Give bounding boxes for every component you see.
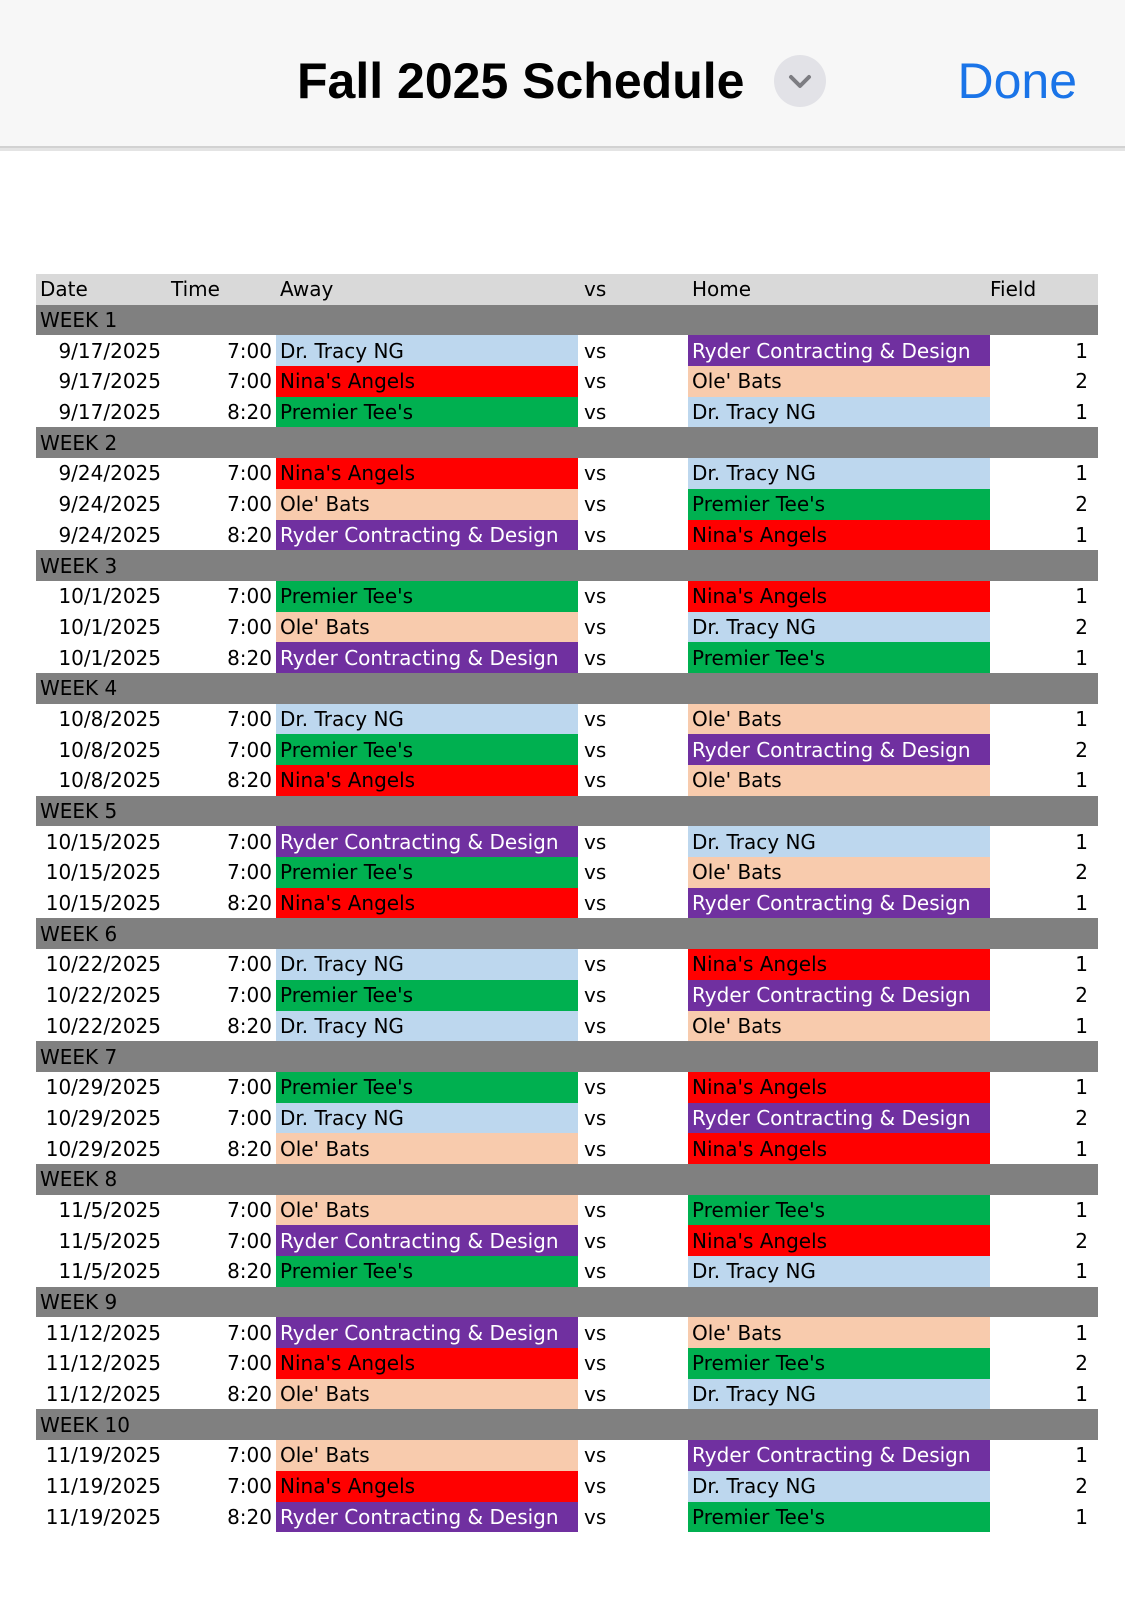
cell-vs[interactable]: vs [584,461,607,486]
cell-away-team[interactable]: Dr. Tracy NG [276,335,578,366]
cell-field[interactable]: 1 [1075,522,1088,547]
week-header-row[interactable]: WEEK 7 [36,1041,1098,1072]
cell-time[interactable]: 7:00 [227,1228,272,1253]
cell-home-team[interactable]: Nina's Angels [688,520,990,551]
cell-away-team[interactable]: Dr. Tracy NG [276,1103,578,1134]
table-row [36,1225,1098,1256]
table-row [36,826,1098,857]
cell-vs[interactable]: vs [584,1105,607,1130]
cell-home-team[interactable]: Dr. Tracy NG [688,612,990,643]
cell-field[interactable]: 2 [1075,860,1088,885]
cell-date[interactable]: 10/15/2025 [45,829,161,854]
cell-home-team[interactable]: Ryder Contracting & Design [688,980,990,1011]
week-header-row[interactable]: WEEK 1 [36,305,1098,336]
week-header-row[interactable]: WEEK 2 [36,427,1098,458]
cell-time[interactable]: 8:20 [227,400,272,425]
cell-home-team[interactable]: Premier Tee's [688,489,990,520]
table-row [36,397,1098,428]
table-row [36,1379,1098,1410]
cell-vs[interactable]: vs [584,1259,607,1284]
table-row [36,1133,1098,1164]
cell-field[interactable]: 1 [1075,645,1088,670]
cell-date[interactable]: 9/24/2025 [58,522,161,547]
cell-away-team[interactable]: Dr. Tracy NG [276,1011,578,1042]
table-row [36,1195,1098,1226]
cell-field[interactable]: 1 [1075,1320,1088,1345]
cell-home-team[interactable]: Nina's Angels [688,1133,990,1164]
cell-date[interactable]: 9/24/2025 [58,492,161,517]
cell-date[interactable]: 10/29/2025 [45,1105,161,1130]
cell-field[interactable]: 2 [1075,1105,1088,1130]
cell-time[interactable]: 8:20 [227,1382,272,1407]
week-header-row[interactable]: WEEK 5 [36,796,1098,827]
table-row [36,888,1098,919]
cell-home-team[interactable]: Nina's Angels [688,949,990,980]
cell-field[interactable]: 2 [1075,369,1088,394]
cell-away-team[interactable]: Dr. Tracy NG [276,704,578,735]
table-row [36,1502,1098,1533]
table-row [36,734,1098,765]
cell-time[interactable]: 7:00 [227,1075,272,1100]
cell-home-team[interactable]: Premier Tee's [688,1348,990,1379]
table-row [36,458,1098,489]
cell-date[interactable]: 11/19/2025 [45,1474,161,1499]
cell-home-team[interactable]: Premier Tee's [688,642,990,673]
cell-date[interactable]: 11/12/2025 [45,1382,161,1407]
cell-away-team[interactable]: Ole' Bats [276,489,578,520]
schedule-table [36,274,1098,1532]
cell-date[interactable]: 10/29/2025 [45,1075,161,1100]
week-header-row[interactable]: WEEK 8 [36,1164,1098,1195]
cell-field[interactable]: 2 [1075,737,1088,762]
table-header-row [36,274,1098,305]
cell-vs[interactable]: vs [584,492,607,517]
cell-away-team[interactable]: Ryder Contracting & Design [276,1225,578,1256]
cell-date[interactable]: 9/17/2025 [58,369,161,394]
cell-away-team[interactable]: Ole' Bats [276,1440,578,1471]
cell-field[interactable]: 2 [1075,492,1088,517]
cell-away-team[interactable]: Premier Tee's [276,581,578,612]
cell-home-team[interactable]: Ole' Bats [688,366,990,397]
cell-vs[interactable]: vs [584,1443,607,1468]
cell-time[interactable]: 7:00 [227,952,272,977]
cell-away-team[interactable]: Ryder Contracting & Design [276,642,578,673]
cell-home-team[interactable]: Dr. Tracy NG [688,1256,990,1287]
cell-home-team[interactable]: Premier Tee's [688,1502,990,1533]
cell-away-team[interactable]: Ole' Bats [276,612,578,643]
cell-vs[interactable]: vs [584,860,607,885]
cell-field[interactable]: 2 [1075,1474,1088,1499]
cell-field[interactable]: 2 [1075,1351,1088,1376]
cell-date[interactable]: 11/12/2025 [45,1351,161,1376]
cell-home-team[interactable]: Dr. Tracy NG [688,458,990,489]
cell-field[interactable]: 1 [1075,1136,1088,1161]
cell-field[interactable]: 1 [1075,1504,1088,1529]
chevron-down-icon [787,70,813,92]
cell-away-team[interactable]: Premier Tee's [276,1072,578,1103]
cell-date[interactable]: 11/5/2025 [58,1197,161,1222]
cell-home-team[interactable]: Ryder Contracting & Design [688,734,990,765]
cell-home-team[interactable]: Dr. Tracy NG [688,826,990,857]
cell-vs[interactable]: vs [584,983,607,1008]
table-row [36,1072,1098,1103]
cell-field[interactable]: 2 [1075,614,1088,639]
cell-vs[interactable]: vs [584,369,607,394]
cell-away-team[interactable]: Premier Tee's [276,980,578,1011]
title-menu-button[interactable] [774,55,826,107]
cell-home-team[interactable]: Nina's Angels [688,581,990,612]
cell-time[interactable]: 7:00 [227,338,272,363]
cell-date[interactable]: 11/12/2025 [45,1320,161,1345]
document-title[interactable]: Fall 2025 Schedule [297,53,745,109]
table-row [36,857,1098,888]
cell-home-team[interactable]: Premier Tee's [688,1195,990,1226]
cell-date[interactable]: 10/8/2025 [58,768,161,793]
cell-away-team[interactable]: Premier Tee's [276,734,578,765]
cell-home-team[interactable]: Ole' Bats [688,1317,990,1348]
cell-home-team[interactable]: Dr. Tracy NG [688,397,990,428]
week-header-row[interactable]: WEEK 3 [36,550,1098,581]
cell-date[interactable]: 10/8/2025 [58,706,161,731]
cell-time[interactable]: 7:00 [227,860,272,885]
cell-vs[interactable]: vs [584,1013,607,1038]
cell-away-team[interactable]: Premier Tee's [276,1256,578,1287]
cell-time[interactable]: 7:00 [227,492,272,517]
cell-away-team[interactable]: Nina's Angels [276,888,578,919]
cell-field[interactable]: 1 [1075,1259,1088,1284]
table-row [36,949,1098,980]
cell-vs[interactable]: vs [584,768,607,793]
cell-field[interactable]: 1 [1075,1443,1088,1468]
cell-time[interactable]: 7:00 [227,1197,272,1222]
cell-date[interactable]: 10/22/2025 [45,983,161,1008]
table-row [36,581,1098,612]
cell-home-team[interactable]: Ryder Contracting & Design [688,1440,990,1471]
cell-field[interactable]: 1 [1075,706,1088,731]
cell-home-team[interactable]: Ryder Contracting & Design [688,1103,990,1134]
cell-date[interactable]: 10/15/2025 [45,891,161,916]
cell-date[interactable]: 10/1/2025 [58,584,161,609]
cell-time[interactable]: 7:00 [227,1443,272,1468]
table-row [36,1440,1098,1471]
cell-away-team[interactable]: Ryder Contracting & Design [276,520,578,551]
table-row [36,642,1098,673]
cell-vs[interactable]: vs [584,829,607,854]
cell-time[interactable]: 7:00 [227,983,272,1008]
week-header-row[interactable]: WEEK 6 [36,918,1098,949]
cell-field[interactable]: 1 [1075,584,1088,609]
cell-away-team[interactable]: Nina's Angels [276,765,578,796]
cell-time[interactable]: 7:00 [227,1474,272,1499]
cell-away-team[interactable]: Dr. Tracy NG [276,949,578,980]
cell-time[interactable]: 8:20 [227,645,272,670]
cell-home-team[interactable]: Nina's Angels [688,1072,990,1103]
cell-field[interactable]: 1 [1075,1382,1088,1407]
cell-time[interactable]: 7:00 [227,1105,272,1130]
cell-vs[interactable]: vs [584,952,607,977]
week-header-row[interactable]: WEEK 10 [36,1409,1098,1440]
cell-home-team[interactable]: Ole' Bats [688,1011,990,1042]
cell-time[interactable]: 7:00 [227,737,272,762]
cell-vs[interactable]: vs [584,891,607,916]
cell-away-team[interactable]: Premier Tee's [276,857,578,888]
table-row [36,520,1098,551]
cell-field[interactable]: 1 [1075,952,1088,977]
cell-away-team[interactable]: Ole' Bats [276,1379,578,1410]
header-vs: vs [584,277,607,302]
week-header-row[interactable]: WEEK 9 [36,1287,1098,1318]
header-away: Away [280,277,334,302]
cell-away-team[interactable]: Ole' Bats [276,1195,578,1226]
table-row [36,366,1098,397]
table-row [36,1256,1098,1287]
cell-vs[interactable]: vs [584,1474,607,1499]
cell-field[interactable]: 1 [1075,461,1088,486]
cell-field[interactable]: 1 [1075,891,1088,916]
cell-time[interactable]: 8:20 [227,1259,272,1284]
cell-field[interactable]: 1 [1075,338,1088,363]
cell-field[interactable]: 2 [1075,983,1088,1008]
cell-home-team[interactable]: Ole' Bats [688,765,990,796]
cell-date[interactable]: 11/19/2025 [45,1443,161,1468]
cell-away-team[interactable]: Nina's Angels [276,1471,578,1502]
cell-time[interactable]: 7:00 [227,614,272,639]
header-time: Time [171,277,220,302]
table-row [36,1011,1098,1042]
cell-away-team[interactable]: Nina's Angels [276,458,578,489]
cell-time[interactable]: 7:00 [227,706,272,731]
cell-date[interactable]: 10/29/2025 [45,1136,161,1161]
cell-vs[interactable]: vs [584,1382,607,1407]
cell-vs[interactable]: vs [584,584,607,609]
table-row [36,980,1098,1011]
cell-field[interactable]: 1 [1075,829,1088,854]
table-row [36,1348,1098,1379]
cell-vs[interactable]: vs [584,1351,607,1376]
cell-vs[interactable]: vs [584,645,607,670]
cell-time[interactable]: 8:20 [227,1504,272,1529]
cell-date[interactable]: 11/5/2025 [58,1228,161,1253]
cell-field[interactable]: 2 [1075,1228,1088,1253]
cell-field[interactable]: 1 [1075,1197,1088,1222]
cell-field[interactable]: 1 [1075,1075,1088,1100]
cell-time[interactable]: 7:00 [227,1351,272,1376]
header-field: Field [990,277,1037,302]
cell-date[interactable]: 10/1/2025 [58,645,161,670]
cell-away-team[interactable]: Ryder Contracting & Design [276,1502,578,1533]
cell-vs[interactable]: vs [584,522,607,547]
cell-time[interactable]: 7:00 [227,461,272,486]
cell-vs[interactable]: vs [584,1197,607,1222]
cell-away-team[interactable]: Ryder Contracting & Design [276,1317,578,1348]
cell-field[interactable]: 1 [1075,400,1088,425]
cell-home-team[interactable]: Ole' Bats [688,857,990,888]
cell-vs[interactable]: vs [584,338,607,363]
cell-vs[interactable]: vs [584,1075,607,1100]
cell-vs[interactable]: vs [584,614,607,639]
cell-home-team[interactable]: Ryder Contracting & Design [688,335,990,366]
cell-away-team[interactable]: Ryder Contracting & Design [276,826,578,857]
cell-away-team[interactable]: Premier Tee's [276,397,578,428]
cell-home-team[interactable]: Dr. Tracy NG [688,1379,990,1410]
cell-home-team[interactable]: Ryder Contracting & Design [688,888,990,919]
cell-time[interactable]: 8:20 [227,1013,272,1038]
table-row [36,335,1098,366]
cell-away-team[interactable]: Nina's Angels [276,366,578,397]
cell-vs[interactable]: vs [584,400,607,425]
cell-date[interactable]: 10/15/2025 [45,860,161,885]
cell-vs[interactable]: vs [584,737,607,762]
cell-home-team[interactable]: Dr. Tracy NG [688,1471,990,1502]
header-date: Date [40,277,88,302]
table-row [36,1103,1098,1134]
header-home: Home [692,277,752,302]
week-header-row[interactable]: WEEK 4 [36,673,1098,704]
cell-away-team[interactable]: Ole' Bats [276,1133,578,1164]
cell-time[interactable]: 7:00 [227,584,272,609]
cell-vs[interactable]: vs [584,706,607,731]
cell-vs[interactable]: vs [584,1504,607,1529]
cell-date[interactable]: 9/17/2025 [58,400,161,425]
cell-time[interactable]: 8:20 [227,768,272,793]
cell-time[interactable]: 8:20 [227,891,272,916]
navigation-bar [0,0,1125,148]
cell-date[interactable]: 9/24/2025 [58,461,161,486]
table-row [36,704,1098,735]
cell-time[interactable]: 7:00 [227,1320,272,1345]
cell-home-team[interactable]: Ole' Bats [688,704,990,735]
table-row [36,489,1098,520]
cell-vs[interactable]: vs [584,1320,607,1345]
cell-time[interactable]: 8:20 [227,522,272,547]
cell-date[interactable]: 11/19/2025 [45,1504,161,1529]
table-row [36,1471,1098,1502]
table-row [36,765,1098,796]
cell-date[interactable]: 10/1/2025 [58,614,161,639]
done-button[interactable]: Done [957,53,1077,109]
cell-date[interactable]: 11/5/2025 [58,1259,161,1284]
cell-time[interactable]: 8:20 [227,1136,272,1161]
cell-home-team[interactable]: Nina's Angels [688,1225,990,1256]
cell-field[interactable]: 1 [1075,1013,1088,1038]
cell-field[interactable]: 1 [1075,768,1088,793]
cell-vs[interactable]: vs [584,1228,607,1253]
cell-date[interactable]: 10/22/2025 [45,1013,161,1038]
table-row [36,1317,1098,1348]
cell-date[interactable]: 10/8/2025 [58,737,161,762]
cell-time[interactable]: 7:00 [227,829,272,854]
cell-date[interactable]: 10/22/2025 [45,952,161,977]
cell-away-team[interactable]: Nina's Angels [276,1348,578,1379]
table-row [36,612,1098,643]
cell-time[interactable]: 7:00 [227,369,272,394]
cell-date[interactable]: 9/17/2025 [58,338,161,363]
cell-vs[interactable]: vs [584,1136,607,1161]
